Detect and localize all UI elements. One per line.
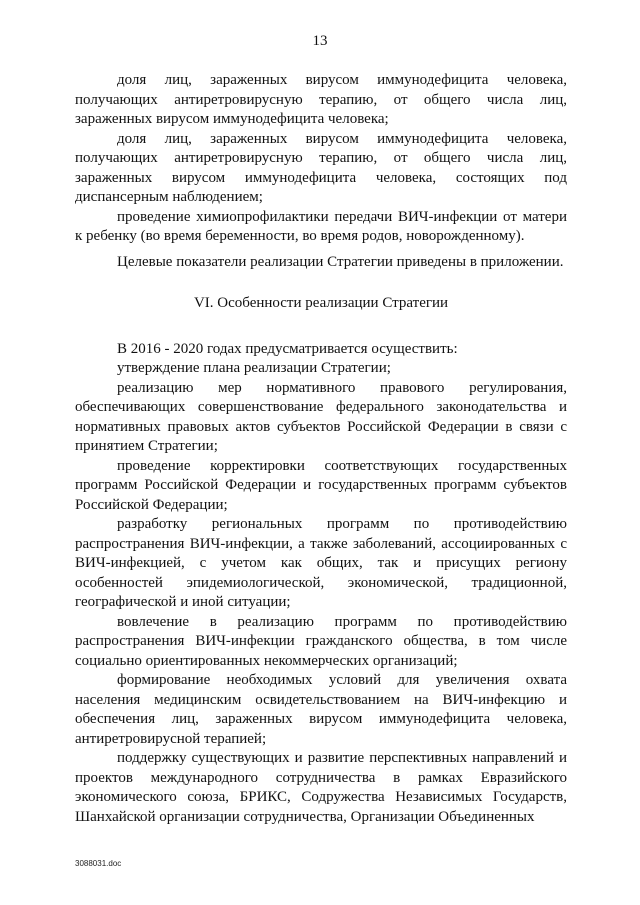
section-paragraph-plan: утверждение плана реализации Стратегии; <box>117 360 391 376</box>
paragraph-indicator-treatment: доля лиц, зараженных вирусом иммунодефицита человека, получающих антиретровирусную терапию, от общего числа лиц, зараженных вирусом иммунодефицита человека; <box>75 72 567 127</box>
paragraph-target-indicators: Целевые показатели реализации Стратегии приведены в приложении. <box>117 253 564 270</box>
section-paragraph-programs: проведение корректировки соответствующих государственных программ Российской Федерации и государственных программ субъектов Российской Федерации; <box>75 457 567 513</box>
section-paragraph-cooperation: поддержку существующих и развитие перспективных направлений и проектов международного сотрудничества в рамках Евразийского экономического союза, БРИКС, Содружества Независимых Государств, Шанхайской организации сотрудничества, Организации Объединенных <box>75 750 567 825</box>
section-paragraph-coverage: формирование необходимых условий для увеличения охвата населения медицинским освидетельствованием на ВИЧ-инфекцию и обеспечения лиц, зараженных вирусом иммунодефицита человека, антиретровирусной терапией; <box>75 672 567 747</box>
section-paragraph-regulation: реализацию мер нормативного правового регулирования, обеспечивающих совершенствование федерального законодательства и нормативных правовых актов субъектов Российской Федерации в связи с принятием Стратегии; <box>75 379 567 454</box>
page-number: 13 <box>312 33 328 49</box>
document-filename: 3088031.doc <box>75 859 122 868</box>
paragraph-indicator-dispensary: доля лиц, зараженных вирусом иммунодефицита человека, получающих антиретровирусную терапию, от общего числа лиц, зараженных вирусом иммунодефицита человека, состоящих под диспансерным наблюдением; <box>75 130 567 205</box>
section-paragraph-regional: разработку региональных программ по противодействию распространения ВИЧ-инфекции, а также заболеваний, ассоциированных с ВИЧ-инфекцией, с учетом как общих, так и присущих региону особенностей эпидемиологической, экономической, традиционной, географической и иной ситуации; <box>75 516 567 610</box>
section-paragraph-intro: В 2016 - 2020 годах предусматривается осуществить: <box>117 340 458 357</box>
paragraph-chemoprophylaxis: проведение химиопрофилактики передачи ВИЧ-инфекции от матери к ребенку (во время беременности, во время родов, новорожденному). <box>75 208 567 244</box>
document-body <box>75 71 567 827</box>
section-heading: VI. Особенности реализации Стратегии <box>193 295 449 311</box>
section-paragraph-civil-society: вовлечение в реализацию программ по противодействию распространения ВИЧ-инфекции гражданского общества, в том числе социально ориентированных некоммерческих организаций; <box>75 613 567 669</box>
